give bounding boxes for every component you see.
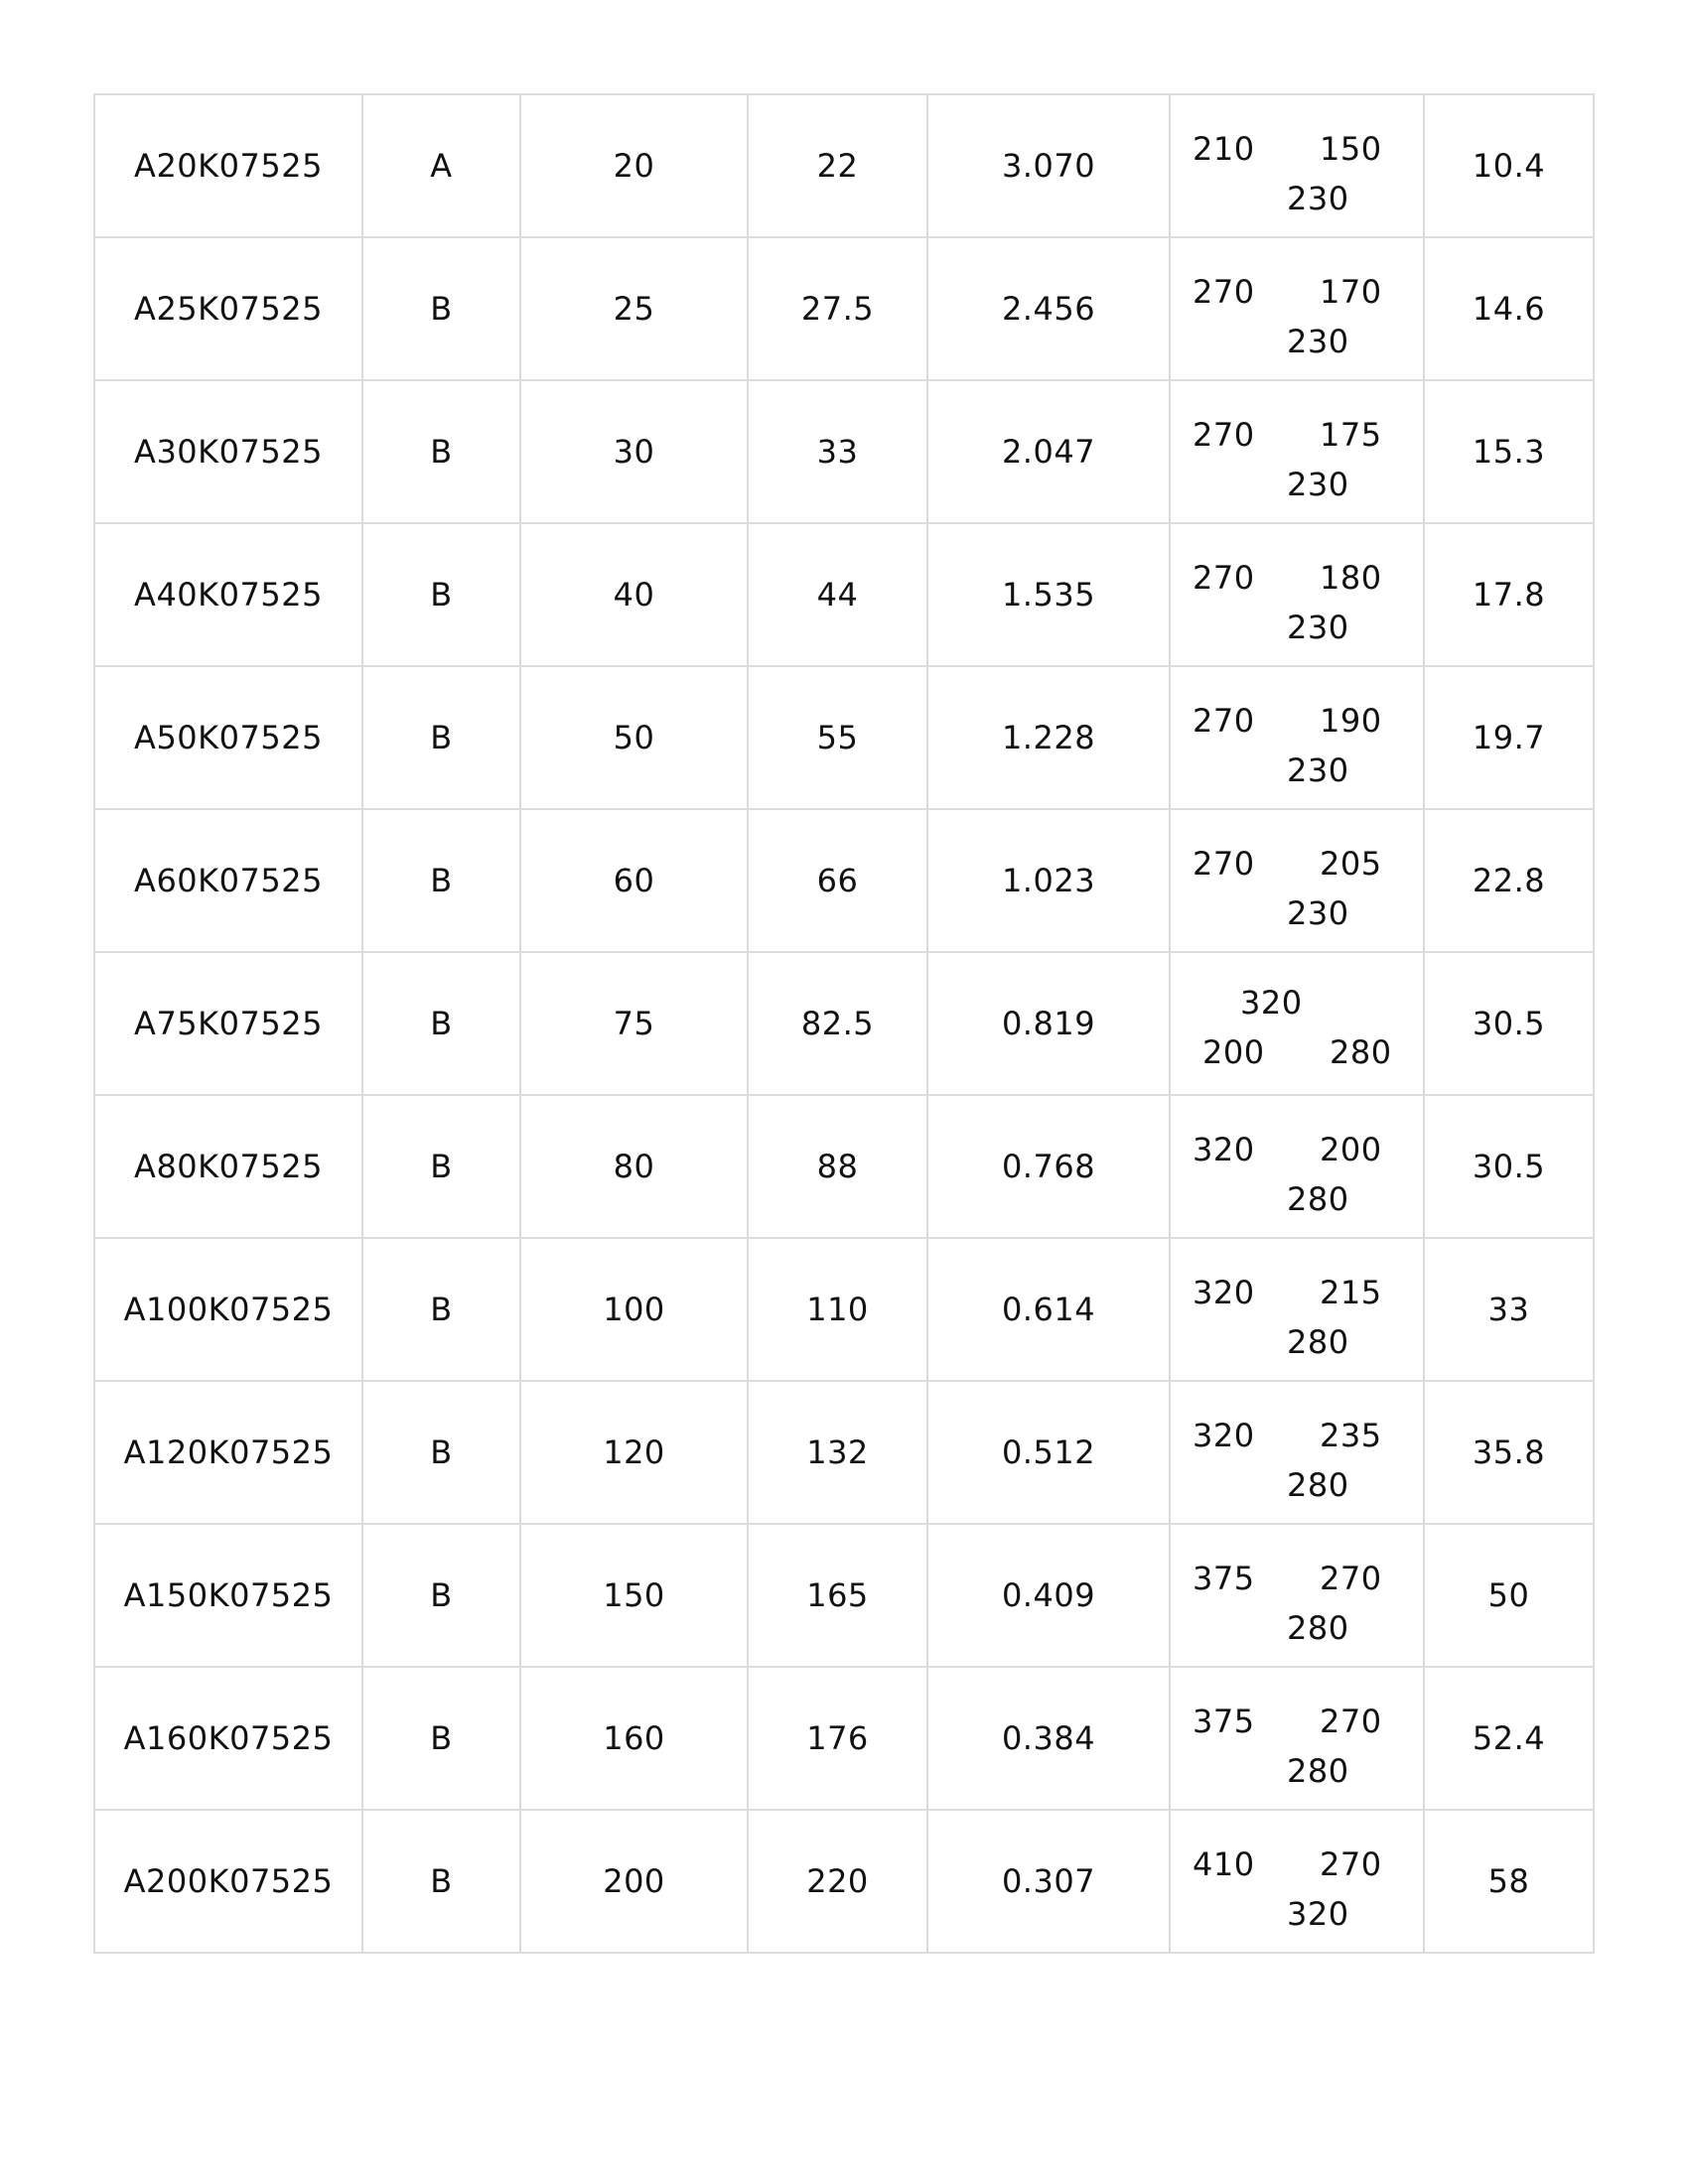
table-row <box>94 1381 1594 1524</box>
dimensions-group <box>1171 1811 1423 1952</box>
dimension-value: 180 <box>1320 559 1382 597</box>
type-cell: B <box>362 1238 520 1381</box>
value2-cell: 165 <box>748 1524 927 1667</box>
weight-cell: 58 <box>1424 1810 1594 1953</box>
type-cell: B <box>362 1095 520 1238</box>
table-row <box>94 1667 1594 1810</box>
value2-cell: 22 <box>748 94 927 237</box>
type-cell: B <box>362 666 520 809</box>
weight-cell: 35.8 <box>1424 1381 1594 1524</box>
table-row <box>94 1524 1594 1667</box>
dimension-value: 200 <box>1202 1033 1265 1071</box>
dimension-value: 270 <box>1320 1703 1382 1740</box>
model-cell: A25K07525 <box>94 237 362 380</box>
value1-cell: 75 <box>520 952 748 1095</box>
dimensions-group <box>1171 810 1423 951</box>
type-cell: B <box>362 523 520 666</box>
dimension-value: 230 <box>1287 609 1349 646</box>
dimension-value: 215 <box>1320 1274 1382 1311</box>
dimension-value: 320 <box>1240 984 1303 1022</box>
weight-cell: 15.3 <box>1424 380 1594 523</box>
dimension-value: 230 <box>1287 466 1349 503</box>
dimensions-cell <box>1170 523 1424 666</box>
dimensions-cell <box>1170 952 1424 1095</box>
dimensions-group <box>1171 953 1423 1094</box>
dimension-value: 230 <box>1287 751 1349 789</box>
type-cell: B <box>362 237 520 380</box>
table-row <box>94 94 1594 237</box>
dimension-value: 235 <box>1320 1417 1382 1454</box>
weight-cell: 52.4 <box>1424 1667 1594 1810</box>
dimension-value: 320 <box>1193 1274 1255 1311</box>
dimension-value: 270 <box>1320 1845 1382 1883</box>
dimensions-cell <box>1170 1667 1424 1810</box>
model-cell: A50K07525 <box>94 666 362 809</box>
dimensions-cell <box>1170 1095 1424 1238</box>
value3-cell: 2.456 <box>927 237 1170 380</box>
dimension-value: 150 <box>1320 130 1382 168</box>
model-cell: A80K07525 <box>94 1095 362 1238</box>
model-cell: A160K07525 <box>94 1667 362 1810</box>
dimension-value: 375 <box>1193 1560 1255 1597</box>
value1-cell: 50 <box>520 666 748 809</box>
value3-cell: 1.023 <box>927 809 1170 952</box>
value2-cell: 66 <box>748 809 927 952</box>
dimensions-cell <box>1170 1810 1424 1953</box>
value1-cell: 20 <box>520 94 748 237</box>
table-row <box>94 380 1594 523</box>
dimension-value: 320 <box>1193 1131 1255 1168</box>
spec-table <box>93 93 1595 1954</box>
value1-cell: 40 <box>520 523 748 666</box>
weight-cell: 19.7 <box>1424 666 1594 809</box>
dimension-value: 410 <box>1193 1845 1255 1883</box>
dimension-value: 320 <box>1287 1895 1349 1933</box>
model-cell: A120K07525 <box>94 1381 362 1524</box>
dimension-value: 270 <box>1193 845 1255 883</box>
dimensions-cell <box>1170 1238 1424 1381</box>
dimension-value: 280 <box>1330 1033 1392 1071</box>
type-cell: B <box>362 1381 520 1524</box>
model-cell: A150K07525 <box>94 1524 362 1667</box>
value1-cell: 100 <box>520 1238 748 1381</box>
dimension-value: 270 <box>1193 559 1255 597</box>
value3-cell: 1.535 <box>927 523 1170 666</box>
dimension-value: 280 <box>1287 1180 1349 1218</box>
table-row <box>94 1238 1594 1381</box>
value2-cell: 132 <box>748 1381 927 1524</box>
dimensions-group <box>1171 95 1423 236</box>
value1-cell: 60 <box>520 809 748 952</box>
type-cell: B <box>362 380 520 523</box>
value2-cell: 27.5 <box>748 237 927 380</box>
dimension-value: 375 <box>1193 1703 1255 1740</box>
value3-cell: 0.512 <box>927 1381 1170 1524</box>
dimensions-group <box>1171 238 1423 379</box>
type-cell: B <box>362 1810 520 1953</box>
value1-cell: 120 <box>520 1381 748 1524</box>
weight-cell: 33 <box>1424 1238 1594 1381</box>
table-row <box>94 666 1594 809</box>
weight-cell: 14.6 <box>1424 237 1594 380</box>
value1-cell: 30 <box>520 380 748 523</box>
weight-cell: 10.4 <box>1424 94 1594 237</box>
type-cell: A <box>362 94 520 237</box>
dimensions-group <box>1171 1382 1423 1523</box>
value2-cell: 55 <box>748 666 927 809</box>
weight-cell: 30.5 <box>1424 1095 1594 1238</box>
dimensions-cell <box>1170 94 1424 237</box>
dimensions-group <box>1171 1096 1423 1237</box>
model-cell: A30K07525 <box>94 380 362 523</box>
value3-cell: 0.409 <box>927 1524 1170 1667</box>
value2-cell: 82.5 <box>748 952 927 1095</box>
dimension-value: 175 <box>1320 416 1382 454</box>
dimensions-cell <box>1170 1381 1424 1524</box>
dimensions-group <box>1171 524 1423 665</box>
model-cell: A20K07525 <box>94 94 362 237</box>
dimension-value: 280 <box>1287 1323 1349 1361</box>
model-cell: A200K07525 <box>94 1810 362 1953</box>
spec-table-container <box>93 93 1593 1954</box>
table-row <box>94 1095 1594 1238</box>
dimension-value: 230 <box>1287 180 1349 217</box>
table-row <box>94 809 1594 952</box>
table-row <box>94 952 1594 1095</box>
table-row <box>94 523 1594 666</box>
dimensions-cell <box>1170 809 1424 952</box>
dimensions-group <box>1171 1525 1423 1666</box>
value1-cell: 25 <box>520 237 748 380</box>
value3-cell: 0.614 <box>927 1238 1170 1381</box>
dimension-value: 230 <box>1287 323 1349 360</box>
weight-cell: 50 <box>1424 1524 1594 1667</box>
value2-cell: 88 <box>748 1095 927 1238</box>
dimension-value: 230 <box>1287 894 1349 932</box>
dimensions-group <box>1171 1239 1423 1380</box>
value3-cell: 0.768 <box>927 1095 1170 1238</box>
dimension-value: 190 <box>1320 702 1382 740</box>
value2-cell: 176 <box>748 1667 927 1810</box>
value3-cell: 0.819 <box>927 952 1170 1095</box>
value3-cell: 0.307 <box>927 1810 1170 1953</box>
dimension-value: 270 <box>1320 1560 1382 1597</box>
dimensions-group <box>1171 381 1423 522</box>
table-body <box>94 94 1594 1953</box>
dimensions-cell <box>1170 1524 1424 1667</box>
dimension-value: 200 <box>1320 1131 1382 1168</box>
dimension-value: 270 <box>1193 702 1255 740</box>
value3-cell: 3.070 <box>927 94 1170 237</box>
dimension-value: 320 <box>1193 1417 1255 1454</box>
type-cell: B <box>362 1524 520 1667</box>
value1-cell: 200 <box>520 1810 748 1953</box>
dimension-value: 205 <box>1320 845 1382 883</box>
value2-cell: 44 <box>748 523 927 666</box>
dimensions-cell <box>1170 666 1424 809</box>
type-cell: B <box>362 952 520 1095</box>
value3-cell: 0.384 <box>927 1667 1170 1810</box>
dimensions-group <box>1171 1668 1423 1809</box>
dimensions-group <box>1171 667 1423 808</box>
value2-cell: 220 <box>748 1810 927 1953</box>
dimension-value: 280 <box>1287 1466 1349 1504</box>
dimension-value: 280 <box>1287 1609 1349 1647</box>
type-cell: B <box>362 809 520 952</box>
model-cell: A40K07525 <box>94 523 362 666</box>
value1-cell: 160 <box>520 1667 748 1810</box>
dimension-value: 170 <box>1320 273 1382 311</box>
value1-cell: 150 <box>520 1524 748 1667</box>
weight-cell: 17.8 <box>1424 523 1594 666</box>
model-cell: A75K07525 <box>94 952 362 1095</box>
weight-cell: 30.5 <box>1424 952 1594 1095</box>
dimension-value: 210 <box>1193 130 1255 168</box>
table-row <box>94 1810 1594 1953</box>
table-row <box>94 237 1594 380</box>
model-cell: A60K07525 <box>94 809 362 952</box>
model-cell: A100K07525 <box>94 1238 362 1381</box>
value2-cell: 110 <box>748 1238 927 1381</box>
dimensions-cell <box>1170 380 1424 523</box>
value1-cell: 80 <box>520 1095 748 1238</box>
dimension-value: 280 <box>1287 1752 1349 1790</box>
value3-cell: 1.228 <box>927 666 1170 809</box>
dimension-value: 270 <box>1193 273 1255 311</box>
value2-cell: 33 <box>748 380 927 523</box>
weight-cell: 22.8 <box>1424 809 1594 952</box>
dimensions-cell <box>1170 237 1424 380</box>
dimension-value: 270 <box>1193 416 1255 454</box>
value3-cell: 2.047 <box>927 380 1170 523</box>
type-cell: B <box>362 1667 520 1810</box>
